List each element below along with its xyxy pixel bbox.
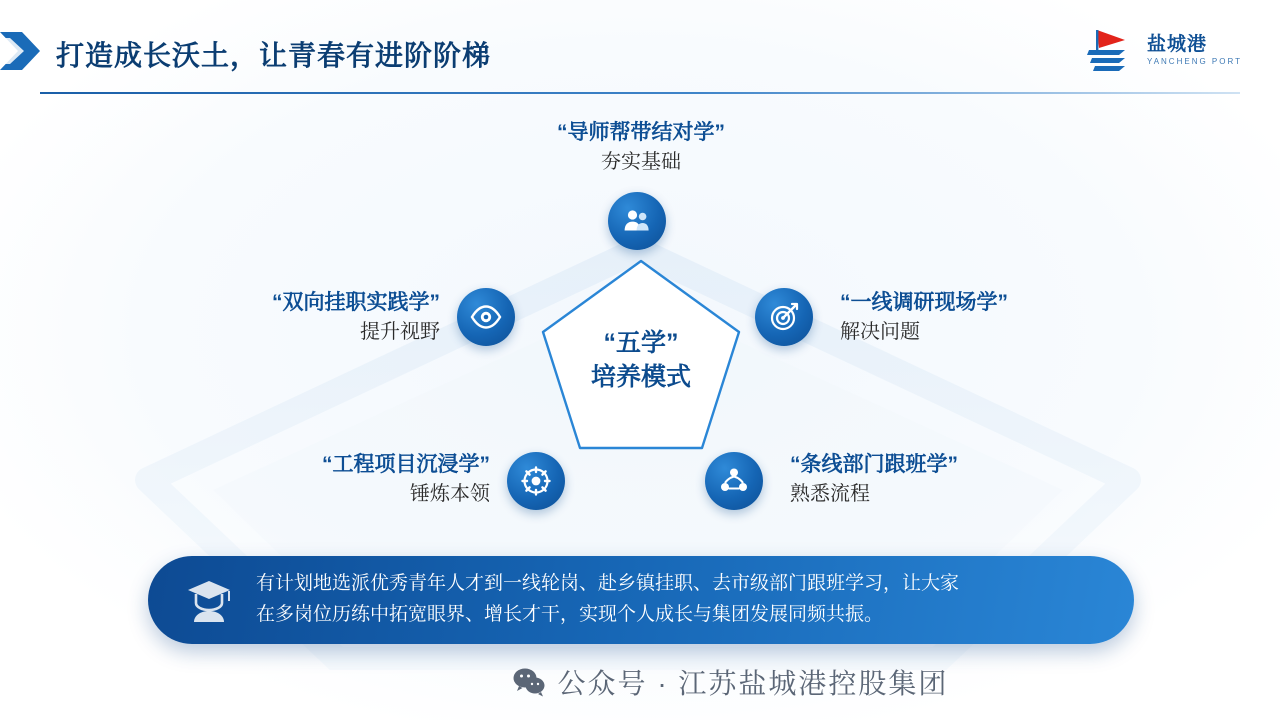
- node-sub-frontline: 解决问题: [840, 321, 920, 344]
- node-title-frontline: “一线调研现场学”: [840, 291, 1008, 314]
- node-sub-project: 锤炼本领: [410, 483, 490, 506]
- node-text-project: [190, 450, 490, 509]
- summary-line2: 在多岗位历练中拓宽眼界、增长才干，实现个人成长与集团发展同频共振。: [256, 604, 884, 625]
- wechat-icon: [512, 665, 546, 699]
- node-icon-frontline[interactable]: [755, 288, 813, 346]
- summary-banner: [148, 556, 1134, 644]
- summary-banner-text: [256, 569, 959, 631]
- node-text-department: [790, 450, 1110, 509]
- node-icon-mentor[interactable]: [608, 192, 666, 250]
- center-pentagon-label: [536, 327, 746, 395]
- node-title-department: “条线部门跟班学”: [790, 453, 958, 476]
- node-title-exchange: “双向挂职实践学”: [272, 291, 440, 314]
- brand-name-en: YANCHENG PORT: [1146, 56, 1242, 66]
- node-title-mentor: “导师帮带结对学”: [557, 121, 725, 144]
- page-title: 打造成长沃土，让青春有进阶阶梯: [56, 40, 492, 71]
- node-icon-exchange[interactable]: [457, 288, 515, 346]
- header-divider: [40, 92, 1240, 94]
- summary-line1: 有计划地选派优秀青年人才到一线轮岗、赴乡镇挂职、去市级部门跟班学习，让大家: [256, 573, 960, 595]
- slide-header: [0, 0, 1280, 100]
- node-text-exchange: [140, 288, 440, 347]
- brand-logo: [1085, 28, 1242, 72]
- brand-logo-text: [1147, 35, 1242, 66]
- node-title-project: “工程项目沉浸学”: [322, 453, 490, 476]
- node-sub-department: 熟悉流程: [790, 483, 870, 506]
- node-sub-mentor: 夯实基础: [601, 151, 681, 174]
- yancheng-port-logo-icon: [1085, 28, 1139, 72]
- center-pentagon: [536, 255, 746, 460]
- node-icon-project[interactable]: [507, 452, 565, 510]
- footer-text: 公众号 · 江苏盐城港控股集团: [557, 668, 949, 699]
- graduate-icon: [182, 573, 236, 627]
- center-label-line2: 培养模式: [590, 362, 691, 391]
- center-label-line1: “五学”: [603, 329, 679, 357]
- brand-name-cn: 盐城港: [1146, 33, 1207, 55]
- footer-watermark: [0, 662, 1280, 702]
- node-text-mentor: [441, 118, 841, 177]
- node-text-frontline: [840, 288, 1160, 347]
- chevron-right-icon: [0, 28, 46, 74]
- node-sub-exchange: 提升视野: [360, 321, 440, 344]
- node-icon-department[interactable]: [705, 452, 763, 510]
